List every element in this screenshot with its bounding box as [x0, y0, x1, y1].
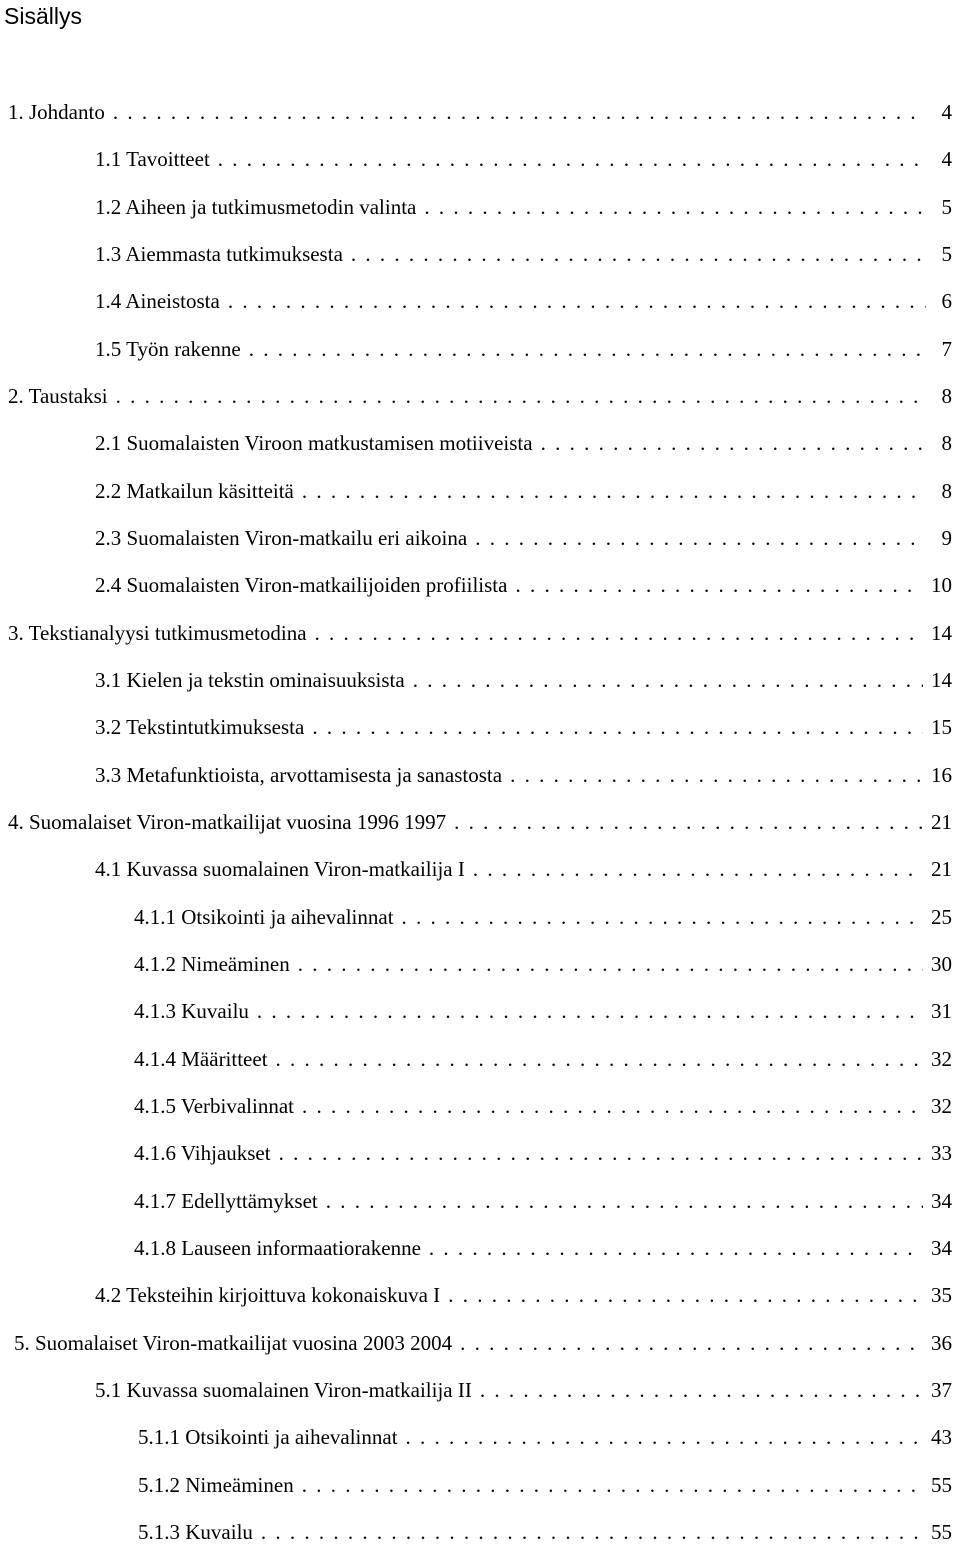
toc-entry-page: 4	[941, 99, 952, 124]
toc-entry-label: 1.5 Työn rakenne	[95, 336, 241, 361]
page-title: Sisällys	[4, 3, 82, 29]
toc-entry-page: 32	[931, 1046, 952, 1071]
toc-entry-page: 21	[931, 809, 952, 834]
dot-leader	[460, 1331, 923, 1356]
toc-entry-label: 1.2 Aiheen ja tutkimusmetodin valinta	[95, 194, 417, 219]
toc-entry-label: 5.1 Kuvassa suomalainen Viron-matkailija II	[95, 1377, 472, 1402]
dot-leader	[454, 810, 923, 835]
toc-entry-label: 1. Johdanto	[8, 99, 105, 124]
toc-entry-label: 2.4 Suomalaisten Viron-matkailijoiden profiilista	[95, 572, 508, 597]
dot-leader	[302, 479, 926, 504]
dot-leader	[475, 526, 926, 551]
toc-entry-label: 1.3 Aiemmasta tutkimuksesta	[95, 241, 343, 266]
toc-entry-label: 3.2 Tekstintutkimuksesta	[95, 714, 305, 739]
toc-entry-4-2[interactable]	[95, 1278, 952, 1312]
toc-entry-page: 36	[931, 1330, 952, 1355]
toc-entry-label: 1.1 Tavoitteet	[95, 146, 210, 171]
dot-leader	[249, 337, 926, 362]
toc-entry-1-2[interactable]	[95, 190, 952, 224]
toc-entry-4-1-4[interactable]	[134, 1042, 952, 1076]
toc-entry-label: 3.3 Metafunktioista, arvottamisesta ja sanastosta	[95, 762, 503, 787]
toc-entry-label: 3.1 Kielen ja tekstin ominaisuuksista	[95, 667, 405, 692]
dot-leader	[315, 621, 923, 646]
toc-entry-page: 14	[931, 620, 952, 645]
dot-leader	[402, 905, 923, 930]
toc-entry-page: 6	[941, 288, 952, 313]
dot-leader	[429, 1236, 923, 1261]
dot-leader	[413, 668, 923, 693]
toc-entry-label: 5.1.3 Kuvailu	[138, 1519, 253, 1544]
toc-entry-1-1[interactable]	[95, 142, 952, 176]
toc-entry-page: 4	[941, 146, 952, 171]
toc-entry-page: 32	[931, 1093, 952, 1118]
toc-entry-2-3[interactable]	[95, 521, 952, 555]
toc-entry-page: 55	[931, 1519, 952, 1544]
toc-entry-label: 1.4 Aineistosta	[95, 288, 220, 313]
toc-entry-label: 4.1 Kuvassa suomalainen Viron-matkailija I	[95, 856, 465, 881]
toc-entry-label: 4.2 Teksteihin kirjoittuva kokonaiskuva I	[95, 1282, 441, 1307]
dot-leader	[448, 1283, 923, 1308]
toc-entry-page: 5	[941, 194, 952, 219]
dot-leader	[257, 999, 923, 1024]
toc-entry-page: 43	[931, 1424, 952, 1449]
toc-entry-page: 30	[931, 951, 952, 976]
toc-entry-label: 4.1.1 Otsikointi ja aihevalinnat	[134, 904, 394, 929]
toc-entry-1-4[interactable]	[95, 284, 952, 318]
toc-entry-page: 31	[931, 998, 952, 1023]
toc-entry-page: 10	[931, 572, 952, 597]
toc-entry-label: 5. Suomalaiset Viron-matkailijat vuosina 2003 2004	[14, 1330, 453, 1355]
toc-entry-1[interactable]	[8, 95, 952, 129]
toc-entry-label: 4.1.5 Verbivalinnat	[134, 1093, 295, 1118]
toc-entry-label: 4.1.2 Nimeäminen	[134, 951, 290, 976]
toc-entry-4-1-6[interactable]	[134, 1136, 952, 1170]
toc-entry-page: 8	[941, 430, 952, 455]
toc-entry-4-1-5[interactable]	[134, 1089, 952, 1123]
toc-entry-page: 34	[931, 1235, 952, 1260]
dot-leader	[424, 195, 926, 220]
toc-entry-3-2[interactable]	[95, 710, 952, 744]
dot-leader	[480, 1378, 923, 1403]
toc-entry-2-2[interactable]	[95, 474, 952, 508]
toc-entry-4-1-1[interactable]	[134, 900, 952, 934]
toc-entry-2-1[interactable]	[95, 426, 952, 460]
toc-entry-page: 8	[941, 478, 952, 503]
toc-entry-page: 15	[931, 714, 952, 739]
toc-entry-4-1-3[interactable]	[134, 994, 952, 1028]
toc-entry-label: 5.1.1 Otsikointi ja aihevalinnat	[138, 1424, 398, 1449]
toc-entry-page: 8	[941, 383, 952, 408]
toc-entry-2-4[interactable]	[95, 568, 952, 602]
dot-leader	[473, 857, 923, 882]
dot-leader	[113, 100, 926, 125]
toc-entry-3-3[interactable]	[95, 758, 952, 792]
toc-entry-5-1-1[interactable]	[138, 1420, 952, 1454]
dot-leader	[510, 763, 923, 788]
dot-leader	[261, 1520, 923, 1545]
toc-entry-label: 4.1.6 Vihjaukset	[134, 1140, 271, 1165]
toc-entry-5[interactable]	[14, 1326, 952, 1360]
toc-entry-page: 21	[931, 856, 952, 881]
toc-entry-label: 4.1.4 Määritteet	[134, 1046, 268, 1071]
toc-entry-label: 4.1.7 Edellyttämykset	[134, 1188, 318, 1213]
toc-entry-label: 3. Tekstianalyysi tutkimusmetodina	[8, 620, 307, 645]
dot-leader	[302, 1473, 923, 1498]
toc-entry-2[interactable]	[8, 379, 952, 413]
toc-entry-3-1[interactable]	[95, 663, 952, 697]
toc-entry-4-1-2[interactable]	[134, 947, 952, 981]
toc-entry-1-5[interactable]	[95, 332, 952, 366]
toc-entry-page: 55	[931, 1472, 952, 1497]
toc-entry-page: 14	[931, 667, 952, 692]
toc-entry-label: 2.2 Matkailun käsitteitä	[95, 478, 294, 503]
toc-entry-label: 2.3 Suomalaisten Viron-matkailu eri aikoina	[95, 525, 468, 550]
dot-leader	[279, 1141, 923, 1166]
toc-entry-1-3[interactable]	[95, 237, 952, 271]
toc-entry-label: 2. Taustaksi	[8, 383, 108, 408]
toc-entry-page: 25	[931, 904, 952, 929]
dot-leader	[351, 242, 926, 267]
dot-leader	[116, 384, 926, 409]
toc-entry-4-1[interactable]	[95, 852, 952, 886]
toc-entry-label: 5.1.2 Nimeäminen	[138, 1472, 294, 1497]
toc-entry-label: 4.1.8 Lauseen informaatiorakenne	[134, 1235, 421, 1260]
dot-leader	[276, 1047, 923, 1072]
toc-entry-page: 37	[931, 1377, 952, 1402]
dot-leader	[302, 1094, 923, 1119]
toc-entry-page: 5	[941, 241, 952, 266]
dot-leader	[228, 289, 926, 314]
toc-entry-label: 4.1.3 Kuvailu	[134, 998, 249, 1023]
dot-leader	[541, 431, 926, 456]
toc-entry-label: 4. Suomalaiset Viron-matkailijat vuosina 1996 1997	[8, 809, 447, 834]
dot-leader	[515, 573, 923, 598]
dot-leader	[326, 1189, 923, 1214]
toc-entry-label: 2.1 Suomalaisten Viroon matkustamisen motiiveista	[95, 430, 533, 455]
toc-entry-page: 33	[931, 1140, 952, 1165]
toc-entry-4[interactable]	[8, 805, 952, 839]
toc-entry-5-1-2[interactable]	[138, 1468, 952, 1502]
dot-leader	[406, 1425, 923, 1450]
toc-entry-page: 9	[941, 525, 952, 550]
toc-entry-page: 16	[931, 762, 952, 787]
toc-entry-3[interactable]	[8, 616, 952, 650]
toc-entry-4-1-8[interactable]	[134, 1231, 952, 1265]
toc-entry-page: 7	[941, 336, 952, 361]
toc-entry-page: 34	[931, 1188, 952, 1213]
dot-leader	[218, 147, 926, 172]
toc-entry-4-1-7[interactable]	[134, 1184, 952, 1218]
toc-entry-page: 35	[931, 1282, 952, 1307]
toc-entry-5-1[interactable]	[95, 1373, 952, 1407]
dot-leader	[298, 952, 923, 977]
dot-leader	[312, 715, 923, 740]
toc-entry-5-1-3[interactable]	[138, 1515, 952, 1549]
